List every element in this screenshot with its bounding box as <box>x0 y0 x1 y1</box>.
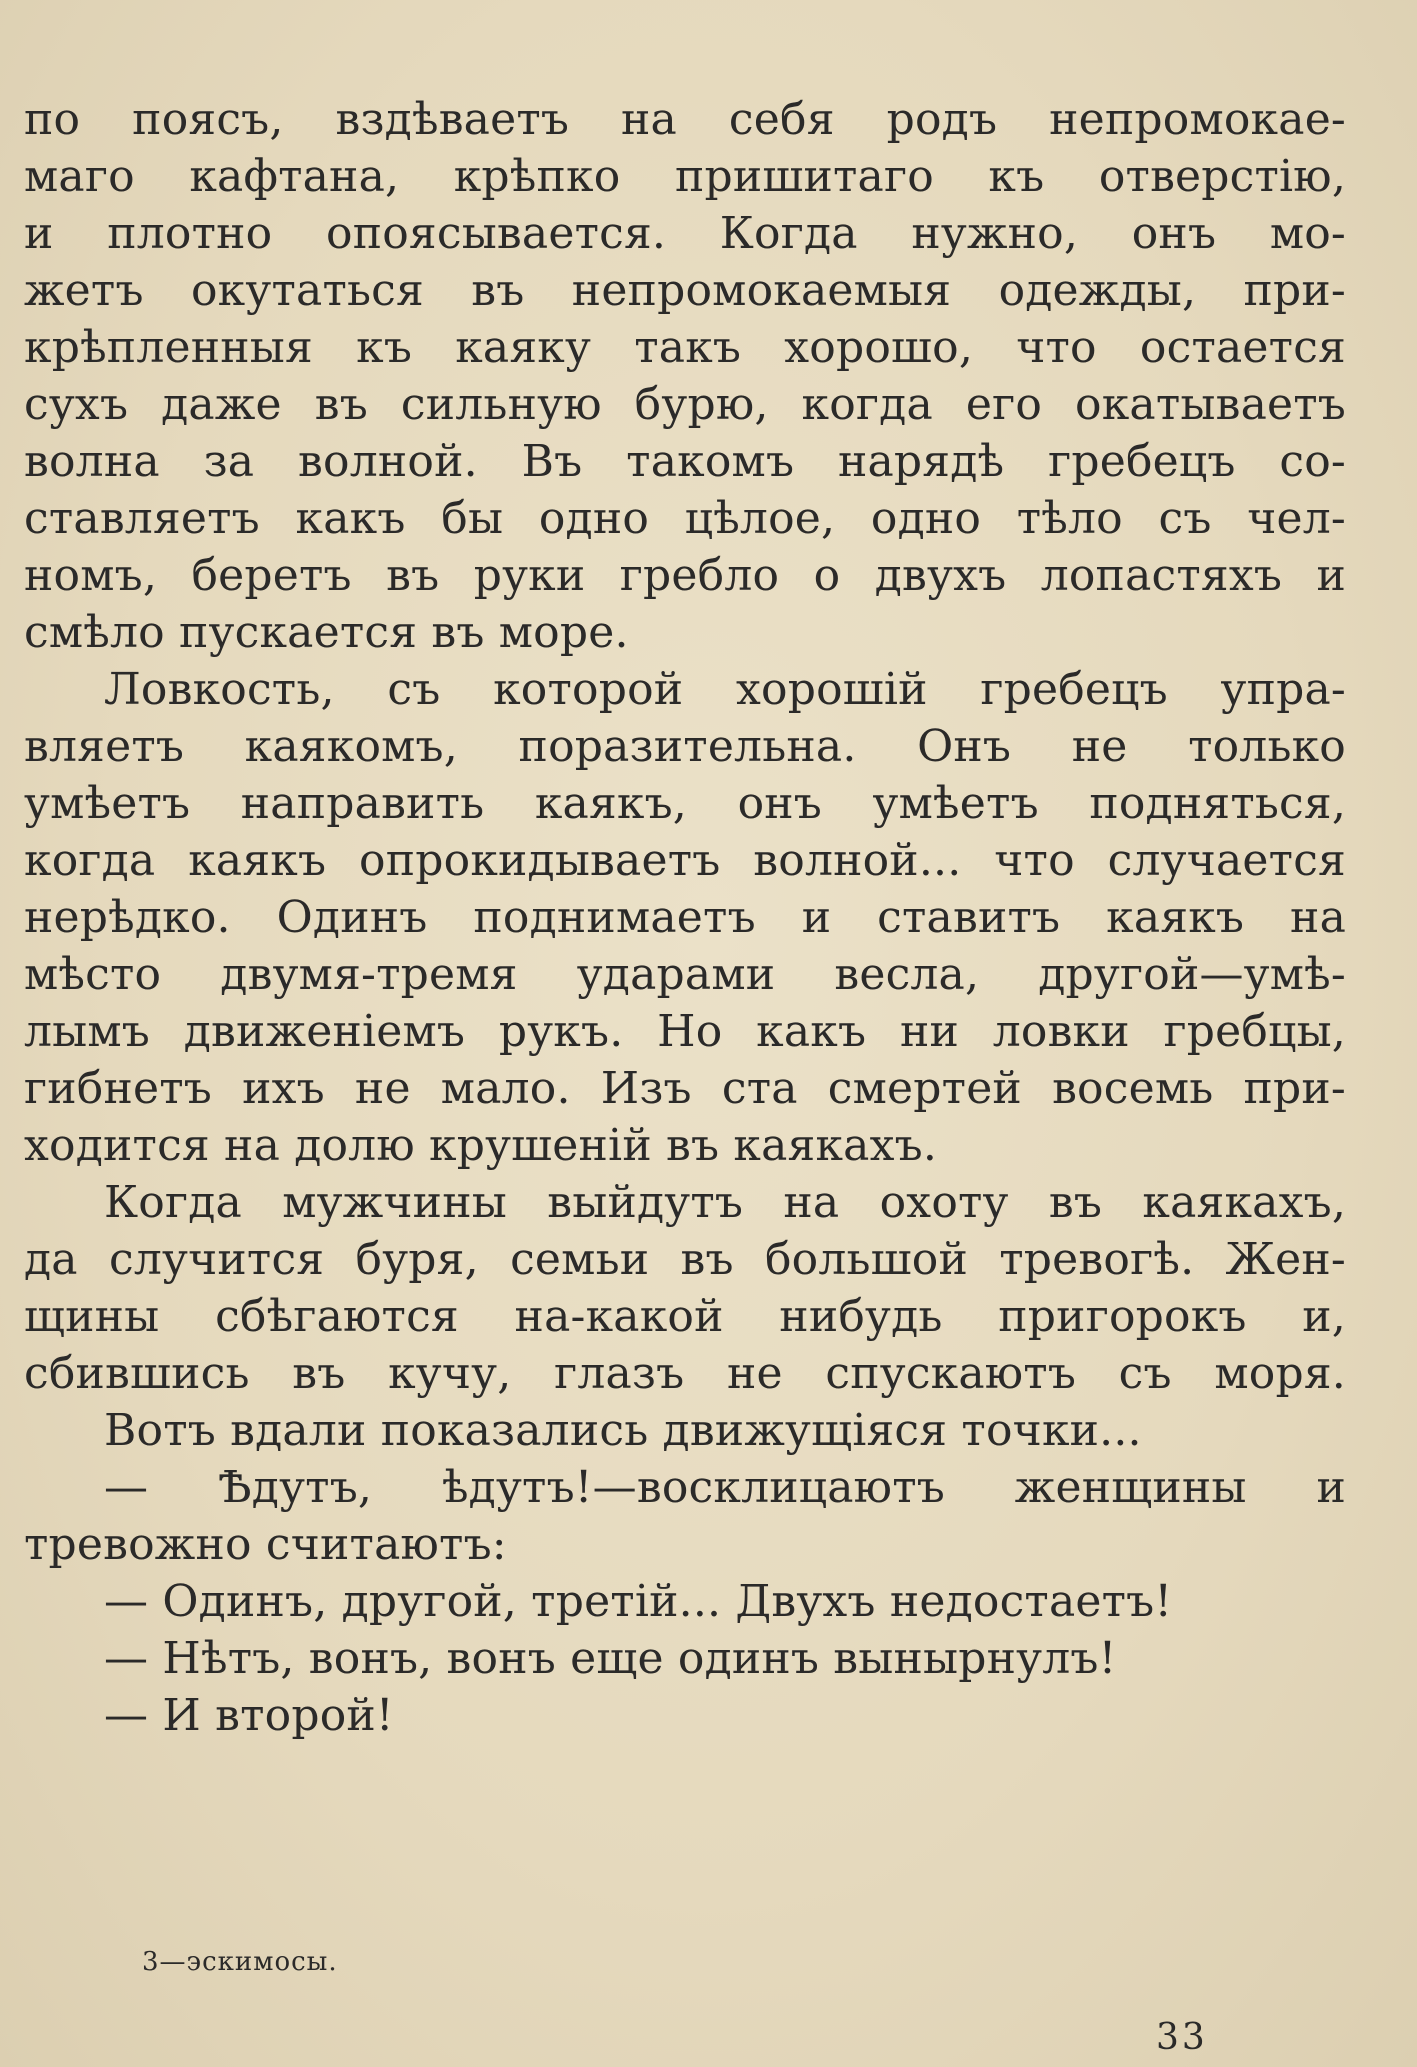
text-line: сухъ даже въ сильную бурю, когда его окатываетъ <box>24 379 1346 430</box>
text-line: ставляетъ какъ бы одно цѣлое, одно тѣло съ чел- <box>24 493 1346 544</box>
text-line: жетъ окутаться въ непромокаемыя одежды, при- <box>24 265 1346 316</box>
text-line: лымъ движеніемъ рукъ. Но какъ ни ловки гребцы, <box>24 1006 1346 1057</box>
signature-mark: 3—эскимосы. <box>142 1947 338 1977</box>
text-line: умѣетъ направить каякъ, онъ умѣетъ подняться, <box>24 778 1346 829</box>
text-line: — Одинъ, другой, третій... Двухъ недостаетъ! <box>104 1576 1173 1627</box>
text-line: вляетъ каякомъ, поразительна. Онъ не только <box>24 721 1346 772</box>
text-line: по поясъ, вздѣваетъ на себя родъ непромокае- <box>24 94 1346 145</box>
text-line: волна за волной. Въ такомъ нарядѣ гребецъ со- <box>24 436 1346 487</box>
text-line: и плотно опоясывается. Когда нужно, онъ мо- <box>24 208 1346 259</box>
text-line: — И второй! <box>104 1690 394 1741</box>
page-number: 33 <box>1156 2017 1208 2058</box>
text-line: да случится буря, семьи въ большой тревогѣ. Жен- <box>24 1234 1346 1285</box>
text-line: тревожно считаютъ: <box>24 1519 507 1570</box>
text-line: смѣло пускается въ море. <box>24 607 629 658</box>
text-line: щины сбѣгаются на-какой нибудь пригорокъ и, <box>24 1291 1346 1342</box>
text-line: гибнетъ ихъ не мало. Изъ ста смертей восемь при- <box>24 1063 1346 1114</box>
text-line: мѣсто двумя-тремя ударами весла, другой—умѣ- <box>24 949 1346 1000</box>
text-line: Вотъ вдали показались движущіяся точки... <box>104 1405 1142 1456</box>
text-line: крѣпленныя къ каяку такъ хорошо, что остается <box>24 322 1346 373</box>
text-line: когда каякъ опрокидываетъ волной... что случается <box>24 835 1346 886</box>
text-line: Ловкость, съ которой хорошій гребецъ упра- <box>104 664 1346 715</box>
text-line: ходится на долю крушеній въ каякахъ. <box>24 1120 938 1171</box>
text-line: сбившись въ кучу, глазъ не спускаютъ съ моря. <box>24 1348 1346 1399</box>
text-line: нерѣдко. Одинъ поднимаетъ и ставитъ каякъ на <box>24 892 1346 943</box>
text-line: номъ, беретъ въ руки гребло о двухъ лопастяхъ и <box>24 550 1346 601</box>
text-line: Когда мужчины выйдутъ на охоту въ каякахъ, <box>104 1177 1346 1228</box>
text-line: маго кафтана, крѣпко пришитаго къ отверстію, <box>24 151 1346 202</box>
text-line: — Ѣдутъ, ѣдутъ!—восклицаютъ женщины и <box>104 1462 1346 1513</box>
text-line: — Нѣтъ, вонъ, вонъ еще одинъ вынырнулъ! <box>104 1633 1117 1684</box>
